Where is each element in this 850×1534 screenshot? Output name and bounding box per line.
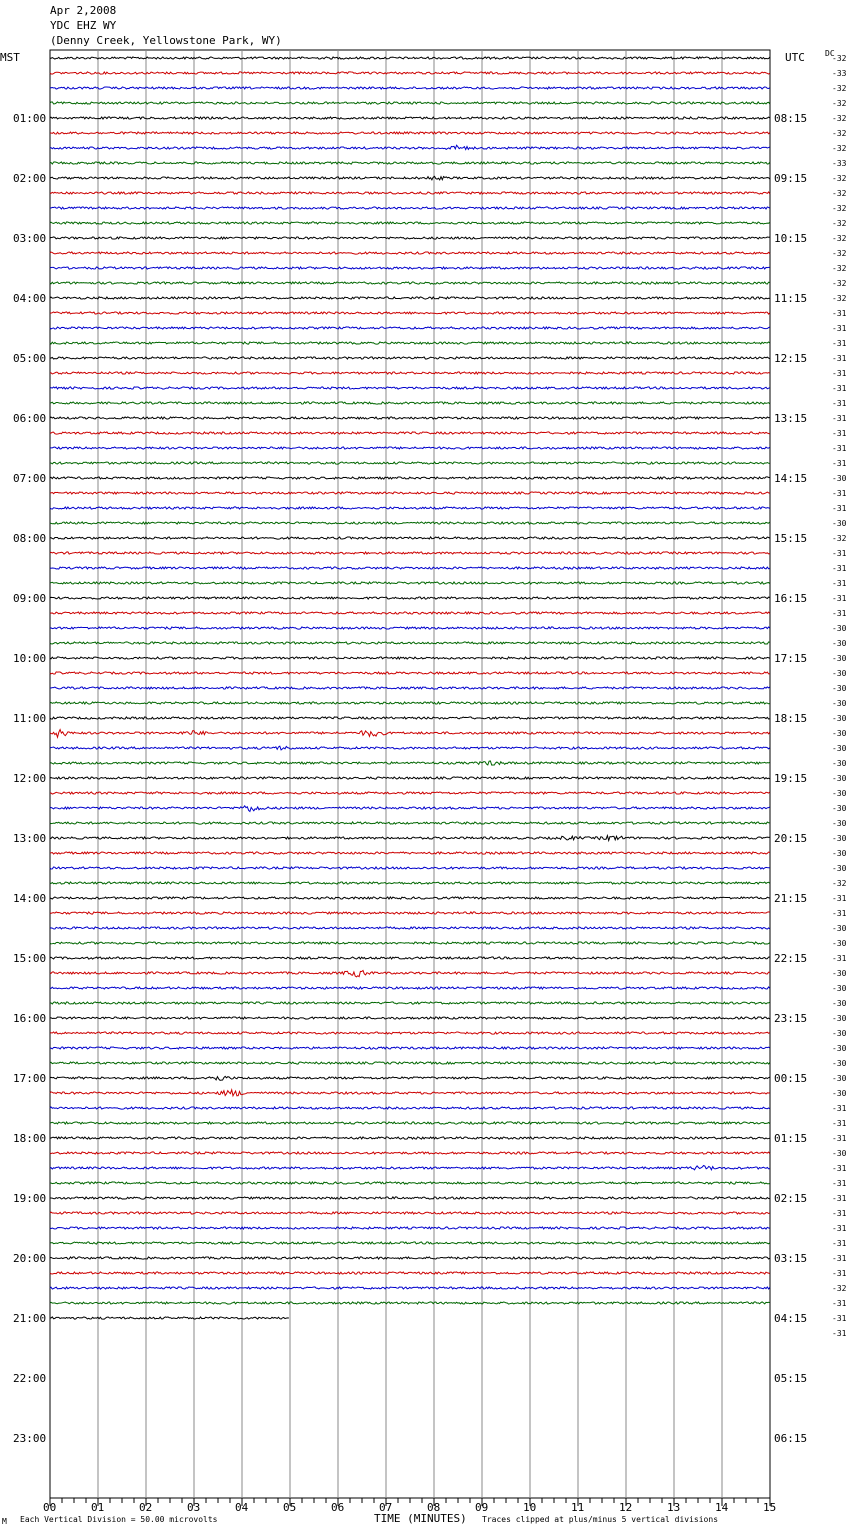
seismic-trace [50,267,770,269]
seismic-trace [50,942,770,944]
dc-offset-label: -30 [832,1059,847,1068]
dc-offset-label: -32 [832,189,847,198]
dc-offset-label: -30 [832,1074,847,1083]
x-tick-label: 10 [523,1501,537,1514]
dc-offset-label: -31 [832,1179,847,1188]
mst-hour-label: 05:00 [13,352,47,365]
dc-offset-label: -30 [832,1089,847,1098]
utc-hour-label: 20:15 [774,832,808,845]
dc-offset-label: -30 [832,999,847,1008]
dc-offset-label: -31 [832,954,847,963]
station-location: (Denny Creek, Yellowstone Park, WY) [50,34,282,47]
dc-offset-label: -31 [832,309,847,318]
mst-hour-label: 22:00 [13,1372,47,1385]
utc-hour-label: 18:15 [774,712,808,725]
plot-date: Apr 2,2008 [50,4,117,17]
seismic-trace [50,492,770,494]
mst-hour-label: 21:00 [13,1312,47,1325]
utc-hour-label: 19:15 [774,772,808,785]
mst-hour-label: 11:00 [13,712,47,725]
mst-hour-label: 04:00 [13,292,47,305]
utc-hour-label: 13:15 [774,412,808,425]
dc-offset-label: -31 [832,1329,847,1338]
dc-offset-label: -30 [832,669,847,678]
utc-hour-label: 11:15 [774,292,808,305]
corner-mark: M [2,1517,7,1526]
x-tick-label: 02 [139,1501,153,1514]
clip-note: Traces clipped at plus/minus 5 vertical divisions [482,1515,719,1524]
dc-offset-label: -31 [832,444,847,453]
seismic-trace [50,417,770,419]
x-tick-label: 15 [763,1501,777,1514]
x-tick-label: 09 [475,1501,489,1514]
dc-offset-label: -31 [832,909,847,918]
dc-offset-label: -31 [832,459,847,468]
seismic-trace [50,1107,770,1109]
x-tick-label: 04 [235,1501,249,1514]
dc-offset-label: -32 [832,204,847,213]
seismic-trace [50,192,770,194]
utc-hour-label: 05:15 [774,1372,808,1385]
dc-offset-label: -31 [832,1134,847,1143]
mst-hour-label: 02:00 [13,172,47,185]
utc-axis-label: UTC [785,51,805,64]
dc-offset-label: -30 [832,1044,847,1053]
dc-offset-label: -31 [832,1239,847,1248]
dc-offset-label: -30 [832,804,847,813]
dc-offset-label: -32 [832,129,847,138]
dc-offset-label: -31 [832,1269,847,1278]
seismic-trace [50,357,770,359]
utc-hour-label: 21:15 [774,892,808,905]
dc-offset-label: -31 [832,594,847,603]
dc-offset-label: -30 [832,939,847,948]
mst-hour-label: 10:00 [13,652,47,665]
seismic-trace [50,1227,770,1229]
mst-hour-label: 17:00 [13,1072,47,1085]
seismic-trace [50,1076,770,1080]
dc-offset-label: -32 [832,99,847,108]
dc-offset-label: -30 [832,759,847,768]
dc-offset-label: -32 [832,264,847,273]
mst-hour-label: 15:00 [13,952,47,965]
seismic-trace [50,867,770,869]
dc-offset-label: -32 [832,879,847,888]
dc-offset-label: -31 [832,894,847,903]
dc-offset-label: -31 [832,369,847,378]
seismic-trace [50,792,770,794]
dc-offset-label: -31 [832,564,847,573]
seismic-trace [50,687,770,689]
seismic-trace [50,342,770,344]
seismic-trace [50,1317,289,1319]
seismic-trace [50,1287,770,1289]
dc-offset-label: -31 [832,1164,847,1173]
dc-offset-label: -30 [832,714,847,723]
dc-offset-label: -32 [832,234,847,243]
seismic-trace [50,1002,770,1004]
mst-hour-label: 23:00 [13,1432,47,1445]
dc-offset-label: -30 [832,969,847,978]
dc-offset-label: -30 [832,834,847,843]
dc-offset-label: -32 [832,174,847,183]
seismic-trace [50,912,770,914]
seismic-trace [50,927,770,929]
mst-axis-label: MST [0,51,20,64]
utc-hour-label: 02:15 [774,1192,808,1205]
dc-offset-label: -31 [832,489,847,498]
seismic-trace [50,222,770,224]
dc-offset-label: -32 [832,84,847,93]
seismic-trace [50,87,770,89]
x-tick-label: 14 [715,1501,729,1514]
seismic-trace [50,987,770,989]
dc-offset-label: -31 [832,1224,847,1233]
seismic-trace [50,852,770,854]
dc-offset-label: -30 [832,474,847,483]
utc-hour-label: 03:15 [774,1252,808,1265]
seismic-trace [50,1166,770,1170]
mst-hour-label: 07:00 [13,472,47,485]
seismic-trace [50,1137,770,1139]
seismic-trace [50,1242,770,1244]
scale-note: Each Vertical Division = 50.00 microvolts [20,1515,218,1524]
seismic-trace [50,612,770,614]
seismic-trace [50,627,770,629]
dc-offset-label: -31 [832,324,847,333]
seismic-trace [50,730,770,738]
dc-offset-label: -30 [832,699,847,708]
seismic-trace [50,970,770,976]
x-tick-label: 05 [283,1501,297,1514]
seismic-trace [50,132,770,134]
dc-offset-label: -30 [832,519,847,528]
station-code: YDC EHZ WY [50,19,117,32]
seismic-trace [50,567,770,569]
seismic-trace [50,1062,770,1064]
seismic-trace [50,1032,770,1034]
seismic-trace [50,402,770,404]
utc-hour-label: 17:15 [774,652,808,665]
seismic-trace [50,882,770,884]
seismic-trace [50,1017,770,1019]
seismic-trace [50,1302,770,1304]
dc-offset-label: -31 [832,549,847,558]
seismic-trace [50,761,770,765]
utc-hour-label: 09:15 [774,172,808,185]
dc-offset-label: -31 [832,354,847,363]
mst-hour-label: 14:00 [13,892,47,905]
dc-offset-label: -30 [832,684,847,693]
x-tick-label: 13 [667,1501,681,1514]
seismic-trace [50,836,770,841]
dc-offset-label: -31 [832,504,847,513]
seismic-trace [50,1257,770,1259]
seismic-trace [50,432,770,434]
seismic-trace [50,582,770,584]
dc-offset-label: -30 [832,864,847,873]
seismic-trace [50,717,770,719]
mst-hour-label: 19:00 [13,1192,47,1205]
seismic-trace [50,282,770,284]
utc-hour-label: 23:15 [774,1012,808,1025]
dc-offset-label: -33 [832,69,847,78]
seismic-trace [50,117,770,119]
mst-hour-label: 01:00 [13,112,47,125]
dc-offset-label: -30 [832,744,847,753]
seismic-trace [50,1212,770,1214]
mst-hour-label: 03:00 [13,232,47,245]
dc-offset-label: -32 [832,219,847,228]
dc-offset-label: -30 [832,789,847,798]
dc-offset-label: -32 [832,294,847,303]
dc-offset-label: -30 [832,729,847,738]
dc-offset-label: -30 [832,654,847,663]
dc-offset-label: -31 [832,384,847,393]
seismic-trace [50,702,770,704]
dc-offset-label: -32 [832,1284,847,1293]
dc-offset-label: -30 [832,849,847,858]
seismic-trace [50,1090,770,1096]
mst-hour-label: 08:00 [13,532,47,545]
x-tick-label: 01 [91,1501,105,1514]
utc-hour-label: 22:15 [774,952,808,965]
seismic-trace [50,312,770,314]
dc-offset-label: -31 [832,399,847,408]
mst-hour-label: 18:00 [13,1132,47,1145]
seismic-trace [50,372,770,374]
seismic-trace [50,1272,770,1274]
x-tick-label: 06 [331,1501,345,1514]
utc-hour-label: 01:15 [774,1132,808,1145]
dc-offset-label: -31 [832,609,847,618]
utc-hour-label: 10:15 [774,232,808,245]
seismic-trace [50,237,770,239]
dc-offset-label: -31 [832,1119,847,1128]
dc-offset-label: -33 [832,159,847,168]
mst-hour-label: 13:00 [13,832,47,845]
dc-offset-label: -30 [832,819,847,828]
seismic-trace [50,447,770,449]
dc-offset-label: -32 [832,144,847,153]
seismic-trace [50,145,770,149]
seismic-trace [50,957,770,959]
dc-offset-label: -30 [832,639,847,648]
dc-offset-label: -31 [832,1194,847,1203]
seismic-trace [50,746,770,750]
seismic-trace [50,102,770,104]
dc-offset-label: -31 [832,1299,847,1308]
seismic-trace [50,477,770,479]
mst-hour-label: 06:00 [13,412,47,425]
seismic-trace [50,777,770,779]
x-tick-label: 12 [619,1501,633,1514]
dc-offset-label: -31 [832,1254,847,1263]
dc-label: DC [825,49,835,58]
mst-hour-label: 12:00 [13,772,47,785]
dc-offset-label: -30 [832,1149,847,1158]
seismic-trace [50,1152,770,1154]
dc-offset-label: -30 [832,1029,847,1038]
seismic-trace [50,806,770,812]
x-tick-label: 08 [427,1501,441,1514]
seismic-trace [50,297,770,299]
x-tick-label: 03 [187,1501,201,1514]
seismic-trace [50,327,770,329]
mst-hour-label: 20:00 [13,1252,47,1265]
dc-offset-label: -31 [832,579,847,588]
utc-hour-label: 12:15 [774,352,808,365]
seismic-trace [50,57,770,59]
dc-offset-label: -32 [832,279,847,288]
dc-offset-label: -30 [832,1014,847,1023]
mst-hour-label: 09:00 [13,592,47,605]
seismic-trace [50,537,770,539]
dc-offset-label: -30 [832,984,847,993]
x-tick-label: 07 [379,1501,393,1514]
utc-hour-label: 14:15 [774,472,808,485]
dc-offset-label: -31 [832,414,847,423]
dc-offset-label: -31 [832,1314,847,1323]
seismic-trace [50,672,770,674]
seismic-trace [50,822,770,824]
seismic-trace [50,462,770,464]
dc-offset-label: -30 [832,624,847,633]
x-axis-title: TIME (MINUTES) [374,1512,467,1525]
dc-offset-label: -32 [832,249,847,258]
utc-hour-label: 00:15 [774,1072,808,1085]
mst-hour-label: 16:00 [13,1012,47,1025]
seismic-trace [50,1197,770,1199]
dc-offset-label: -32 [832,114,847,123]
dc-offset-label: -31 [832,429,847,438]
dc-offset-label: -32 [832,534,847,543]
utc-hour-label: 06:15 [774,1432,808,1445]
seismic-trace [50,252,770,254]
seismic-trace [50,72,770,74]
seismic-trace [50,597,770,599]
dc-offset-label: -30 [832,924,847,933]
dc-offset-label: -31 [832,339,847,348]
dc-offset-label: -30 [832,774,847,783]
seismic-trace [50,1047,770,1049]
seismic-trace [50,552,770,554]
seismic-trace [50,1182,770,1184]
seismic-trace [50,162,770,164]
seismic-trace [50,207,770,209]
seismic-trace [50,642,770,644]
seismic-trace [50,387,770,389]
seismic-trace [50,657,770,659]
utc-hour-label: 16:15 [774,592,808,605]
dc-offset-label: -31 [832,1209,847,1218]
x-tick-label: 00 [43,1501,57,1514]
seismic-trace [50,897,770,899]
utc-hour-label: 04:15 [774,1312,808,1325]
utc-hour-label: 08:15 [774,112,808,125]
seismic-trace [50,507,770,509]
dc-offset-label: -32 [832,54,847,63]
seismic-trace [50,522,770,524]
utc-hour-label: 15:15 [774,532,808,545]
seismic-trace [50,1122,770,1124]
dc-offset-label: -31 [832,1104,847,1113]
x-tick-label: 11 [571,1501,585,1514]
seismic-trace [50,176,770,180]
